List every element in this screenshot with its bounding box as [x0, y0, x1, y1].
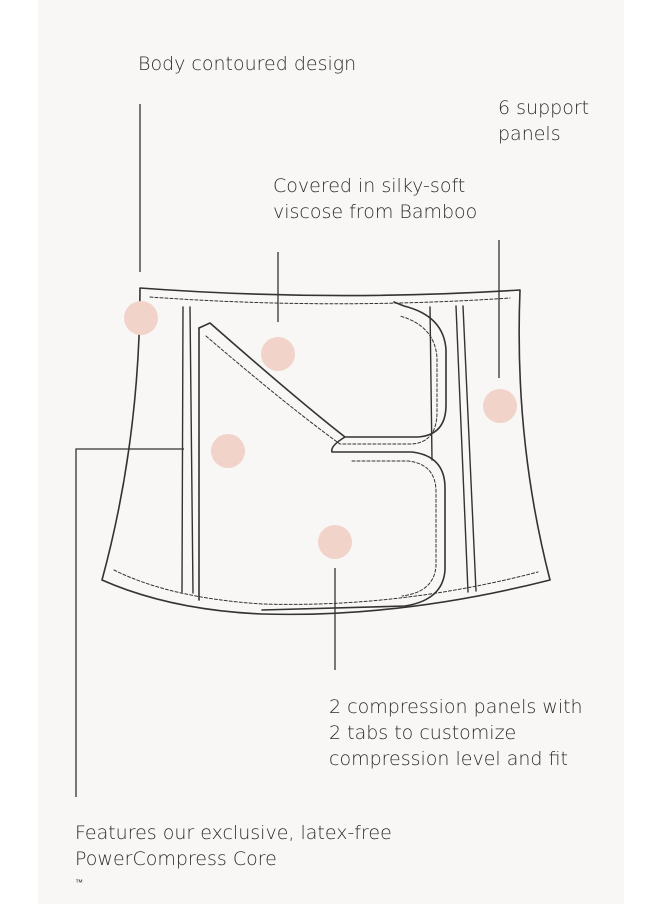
callout-powercompress [75, 820, 392, 898]
callout-line: Body contoured design [138, 53, 357, 75]
top-stitching [150, 297, 510, 304]
callout-line: 6 support [498, 97, 590, 119]
lower-flap-stitching [352, 461, 436, 596]
highlight-dot-powercompress [211, 434, 245, 468]
support-panel-right-b [463, 306, 476, 591]
callout-line: panels [498, 123, 561, 145]
trademark-symbol: ™ [75, 878, 83, 887]
callout-line: viscose from Bamboo [273, 201, 478, 223]
support-panel-mid [430, 307, 432, 460]
callout-covered-viscose [273, 173, 477, 225]
leader-line-powercompress [76, 449, 184, 797]
callout-line-text: PowerCompress Core [75, 848, 277, 870]
callout-line: compression level and fit [329, 748, 568, 770]
highlight-dot-compression-panels [318, 525, 352, 559]
support-panel-left-a [182, 307, 183, 592]
belly-wrap-outline [102, 288, 550, 614]
callout-support-panels [498, 95, 589, 147]
callout-compression-panels [329, 694, 583, 772]
support-panel-left-b [190, 307, 193, 593]
callout-line: Features our exclusive, latex-free [75, 822, 392, 844]
highlight-dot-body-contoured [124, 301, 158, 335]
highlight-dot-covered-viscose [261, 337, 295, 371]
highlight-dot-support-panels [483, 389, 517, 423]
upper-flap-stitching [206, 316, 437, 444]
callout-line [75, 846, 392, 898]
support-panel-right-a [456, 306, 468, 592]
callout-line: 2 compression panels with [329, 696, 583, 718]
wrap-body [102, 288, 550, 614]
bottom-stitching [114, 570, 538, 604]
callout-line: 2 tabs to customize [329, 722, 517, 744]
callout-body-contoured [138, 51, 356, 77]
callout-line: Covered in silky-soft [273, 175, 466, 197]
